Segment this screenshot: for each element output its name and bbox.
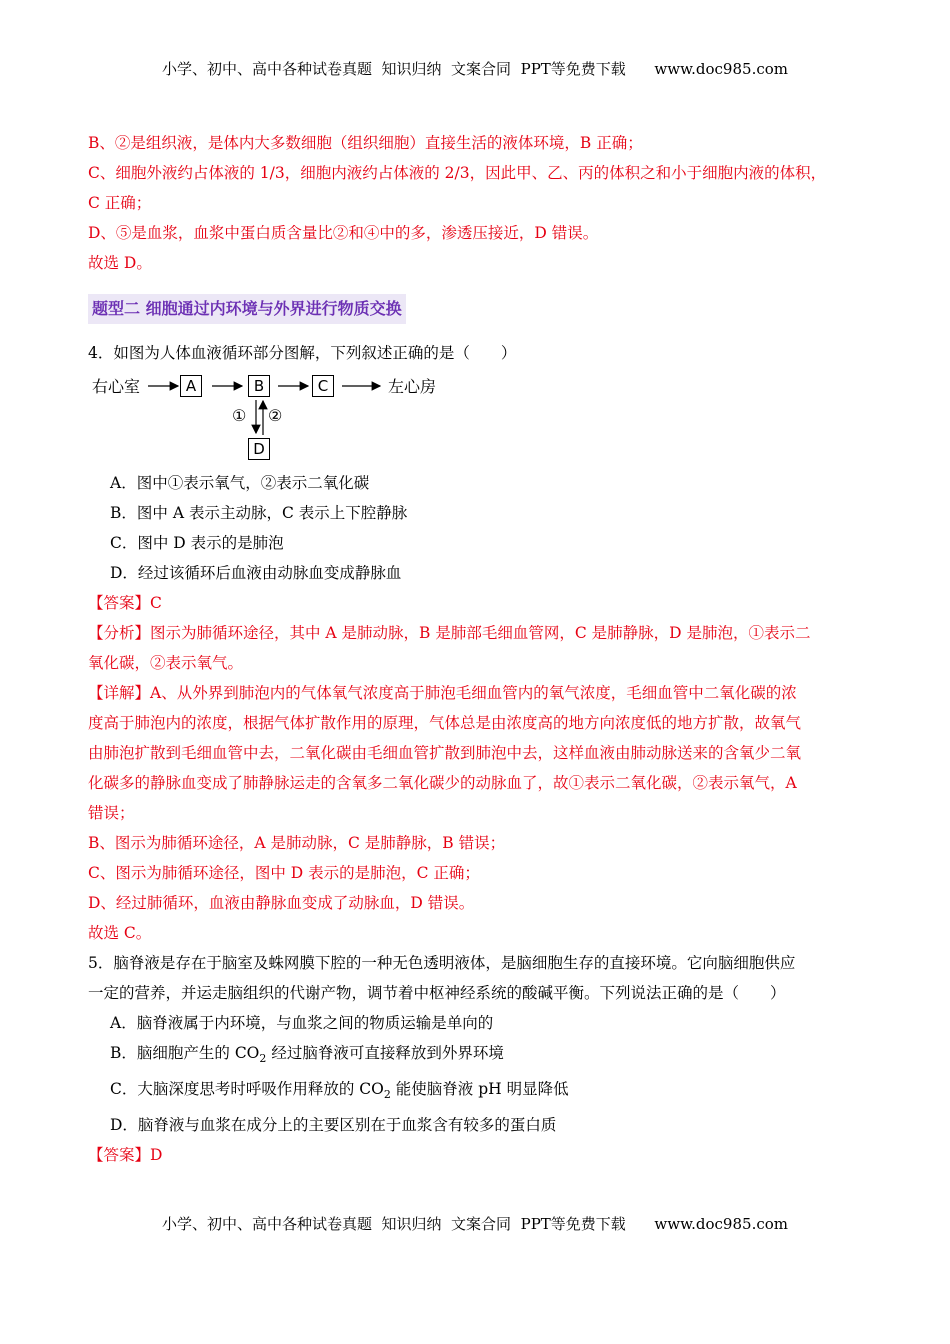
q4-option-d: D．经过该循环后血液由动脉血变成静脉血 xyxy=(110,564,402,582)
label-circle-1: ① xyxy=(232,406,247,425)
blood-circulation-diagram xyxy=(92,368,868,468)
q5-option-c-text-end: 能使脑脊液 pH 明显降低 xyxy=(390,1080,569,1099)
label-right-ventricle: 右心室 xyxy=(92,377,141,396)
q4-conclusion: 故选 C。 xyxy=(88,924,152,942)
q4-detail-line-7: C、图示为肺循环途径，图中 D 表示的是肺泡，C 正确； xyxy=(88,864,480,882)
q4-detail-line-2: 度高于肺泡内的浓度，根据气体扩散作用的原理，气体总是由浓度高的地方向浓度低的地方扩散，故氧气 xyxy=(88,714,802,732)
q4-analysis-line-2: 氧化碳，②表示氧气。 xyxy=(88,654,244,672)
q3-line-d: D、⑤是血浆，血浆中蛋白质含量比②和④中的多，渗透压接近，D 错误。 xyxy=(88,224,599,242)
q5-stem-line-1: 5．脑脊液是存在于脑室及蛛网膜下腔的一种无色透明液体，是脑细胞生存的直接环境。它向脑细胞供应 xyxy=(88,954,796,972)
q5-option-c-text: C．大脑深度思考时呼吸作用释放的 CO xyxy=(110,1080,384,1099)
label-circle-2: ② xyxy=(268,406,283,425)
page-footer: 小学、初中、高中各种试卷真题 知识归纳 文案合同 PPT等免费下载 www.doc985.com xyxy=(161,1215,788,1233)
q4-detail-line-4: 化碳多的静脉血变成了肺静脉运走的含氧多二氧化碳少的动脉血了，故①表示二氧化碳，②表示氧气，A xyxy=(88,774,797,792)
q4-answer: 【答案】C xyxy=(88,594,162,612)
q4-stem: 4．如图为人体血液循环部分图解，下列叙述正确的是（ ） xyxy=(88,344,517,362)
q5-option-b-subscript: 2 xyxy=(259,1052,267,1066)
q4-option-b: B．图中 A 表示主动脉，C 表示上下腔静脉 xyxy=(110,504,408,522)
box-d: D xyxy=(248,438,270,460)
q5-option-d: D．脑脊液与血浆在成分上的主要区别在于血浆含有较多的蛋白质 xyxy=(110,1116,557,1135)
q5-option-b-text: B．脑细胞产生的 CO xyxy=(110,1044,260,1062)
page-header: 小学、初中、高中各种试卷真题 知识归纳 文案合同 PPT等免费下载 www.doc985.com xyxy=(161,60,788,78)
box-a: A xyxy=(180,375,202,397)
q4-detail-line-6: B、图示为肺循环途径，A 是肺动脉，C 是肺静脉，B 错误； xyxy=(88,834,506,852)
box-c: C xyxy=(312,375,334,397)
q5-option-c xyxy=(88,1074,868,1110)
q4-option-a: A．图中①表示氧气，②表示二氧化碳 xyxy=(110,474,370,492)
question-3-explanation-tail xyxy=(88,128,868,1170)
q4-detail-line-5: 错误； xyxy=(88,804,135,822)
q5-answer: 【答案】D xyxy=(88,1146,163,1165)
q4-option-c: C．图中 D 表示的是肺泡 xyxy=(110,534,284,552)
q5-option-c-subscript: 2 xyxy=(383,1088,391,1102)
q4-detail-line-8: D、经过肺循环，血液由静脉血变成了动脉血，D 错误。 xyxy=(88,894,475,912)
label-left-atrium: 左心房 xyxy=(388,377,437,396)
q3-line-c-cont: C 正确； xyxy=(88,194,152,212)
section-heading: 题型二 细胞通过内环境与外界进行物质交换 xyxy=(88,294,406,324)
q4-analysis-line-1: 【分析】图示为肺循环途径，其中 A 是肺动脉，B 是肺部毛细血管网，C 是肺静脉，D 是肺泡，①表示二 xyxy=(88,624,811,642)
q4-detail-line-3: 由肺泡扩散到毛细血管中去，二氧化碳由毛细血管扩散到肺泡中去，这样血液由肺动脉送来的含氧少二氧 xyxy=(88,744,802,762)
q5-stem-line-2: 一定的营养，并运走脑组织的代谢产物，调节着中枢神经系统的酸碱平衡。下列说法正确的是（ ） xyxy=(88,984,786,1002)
q5-option-b xyxy=(88,1038,868,1074)
q4-detail-line-1: 【详解】A、从外界到肺泡内的气体氧气浓度高于肺泡毛细血管内的氧气浓度，毛细血管中二氧化碳的浓 xyxy=(88,684,797,702)
box-b: B xyxy=(248,375,270,397)
q3-conclusion: 故选 D。 xyxy=(88,254,152,272)
q5-option-b-text-end: 经过脑脊液可直接释放到外界环境 xyxy=(266,1044,504,1062)
q3-line-b: B、②是组织液，是体内大多数细胞（组织细胞）直接生活的液体环境，B 正确； xyxy=(88,134,643,152)
q5-option-a: A．脑脊液属于内环境，与血浆之间的物质运输是单向的 xyxy=(110,1014,494,1032)
q3-line-c: C、细胞外液约占体液的 1/3，细胞内液约占体液的 2/3，因此甲、乙、丙的体积之和小于细胞内液的体积， xyxy=(88,164,827,182)
